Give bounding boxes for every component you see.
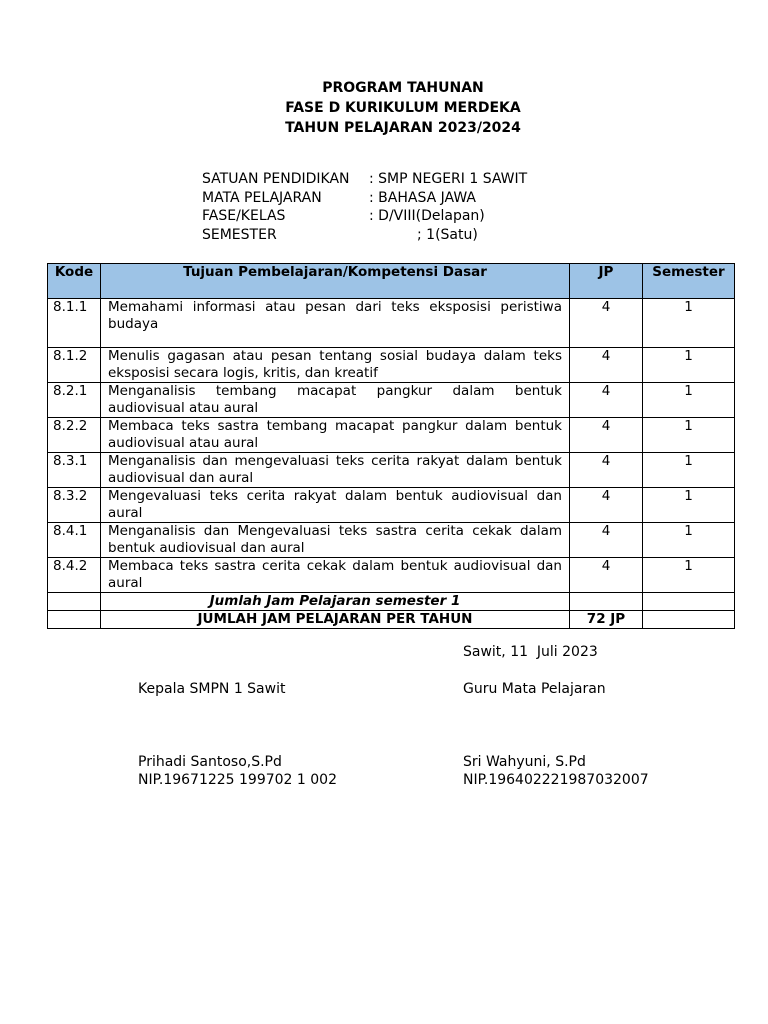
table-row xyxy=(48,558,735,593)
tujuan-cell: Membaca teks sastra tembang macapat pangkur dalam bentuk audiovisual atau aural xyxy=(101,418,570,453)
jp-cell: 4 xyxy=(570,453,643,488)
right-signatory-title: Guru Mata Pelajaran xyxy=(463,681,606,697)
tujuan-cell: Memahami informasi atau pesan dari teks eksposisi peristiwa budaya xyxy=(101,299,570,348)
left-signatory-title: Kepala SMPN 1 Sawit xyxy=(138,681,286,697)
header-semester: Semester xyxy=(643,264,735,299)
table-row xyxy=(48,453,735,488)
kode-cell: 8.4.2 xyxy=(48,558,101,593)
title-line-3: TAHUN PELAJARAN 2023/2024 xyxy=(285,120,521,136)
table-header-row xyxy=(48,264,735,299)
header-jp: JP xyxy=(570,264,643,299)
jp-cell: 4 xyxy=(570,558,643,593)
semester-cell: 1 xyxy=(643,418,735,453)
summary-row-semester xyxy=(48,593,735,611)
table-row xyxy=(48,348,735,383)
tujuan-cell: Menulis gagasan atau pesan tentang sosial budaya dalam teks eksposisi secara logis, kritis, dan kreatif xyxy=(101,348,570,383)
table-row xyxy=(48,418,735,453)
table-row xyxy=(48,299,735,348)
jp-cell: 4 xyxy=(570,523,643,558)
summary-year-jp: 72 JP xyxy=(570,611,643,629)
empty-cell xyxy=(48,611,101,629)
left-signatory-nip: NIP.19671225 199702 1 002 xyxy=(138,772,337,788)
info-value: ; 1(Satu) xyxy=(417,226,478,243)
info-label: SATUAN PENDIDIKAN xyxy=(202,171,350,187)
header-tujuan: Tujuan Pembelajaran/Kompetensi Dasar xyxy=(101,264,570,299)
summary-row-year xyxy=(48,611,735,629)
jp-cell: 4 xyxy=(570,418,643,453)
semester-cell: 1 xyxy=(643,488,735,523)
kode-cell: 8.3.2 xyxy=(48,488,101,523)
semester-cell: 1 xyxy=(643,383,735,418)
title-line-2: FASE D KURIKULUM MERDEKA xyxy=(285,100,521,116)
place-date: Sawit, 11 Juli 2023 xyxy=(463,644,598,660)
info-value: : SMP NEGERI 1 SAWIT xyxy=(369,171,528,187)
right-signatory-name: Sri Wahyuni, S.Pd xyxy=(463,754,586,770)
info-label: FASE/KELAS xyxy=(202,208,286,224)
title-line-1: PROGRAM TAHUNAN xyxy=(322,80,484,96)
kode-cell: 8.2.1 xyxy=(48,383,101,418)
semester-cell: 1 xyxy=(643,558,735,593)
summary-semester-label: Jumlah Jam Pelajaran semester 1 xyxy=(101,593,570,611)
jp-cell: 4 xyxy=(570,348,643,383)
jp-cell: 4 xyxy=(570,299,643,348)
info-label: MATA PELAJARAN xyxy=(202,189,322,206)
document-title xyxy=(0,78,768,138)
table-row xyxy=(48,383,735,418)
kode-cell: 8.3.1 xyxy=(48,453,101,488)
semester-cell: 1 xyxy=(643,299,735,348)
empty-cell xyxy=(48,593,101,611)
table-row xyxy=(48,488,735,523)
left-signatory-name: Prihadi Santoso,S.Pd xyxy=(138,754,282,770)
semester-cell: 1 xyxy=(643,348,735,383)
semester-cell: 1 xyxy=(643,523,735,558)
jp-cell: 4 xyxy=(570,488,643,523)
empty-cell xyxy=(643,611,735,629)
semester-cell: 1 xyxy=(643,453,735,488)
summary-year-label: JUMLAH JAM PELAJARAN PER TAHUN xyxy=(101,611,570,629)
jp-cell: 4 xyxy=(570,383,643,418)
tujuan-cell: Mengevaluasi teks cerita rakyat dalam bentuk audiovisual dan aural xyxy=(101,488,570,523)
empty-cell xyxy=(643,593,735,611)
tujuan-cell: Menganalisis dan mengevaluasi teks cerita rakyat dalam bentuk audiovisual dan aural xyxy=(101,453,570,488)
kode-cell: 8.4.1 xyxy=(48,523,101,558)
kode-cell: 8.2.2 xyxy=(48,418,101,453)
summary-semester-jp xyxy=(570,593,643,611)
header-kode: Kode xyxy=(48,264,101,299)
tujuan-cell: Menganalisis dan Mengevaluasi teks sastra cerita cekak dalam bentuk audiovisual dan aural xyxy=(101,523,570,558)
info-value: : BAHASA JAWA xyxy=(369,189,476,206)
table-row xyxy=(48,523,735,558)
learning-objectives-table xyxy=(47,263,735,629)
info-label: SEMESTER xyxy=(202,226,277,243)
right-signatory-nip: NIP.196402221987032007 xyxy=(463,772,649,788)
kode-cell: 8.1.1 xyxy=(48,299,101,348)
info-value: : D/VIII(Delapan) xyxy=(369,208,485,224)
tujuan-cell: Membaca teks sastra cerita cekak dalam bentuk audiovisual dan aural xyxy=(101,558,570,593)
tujuan-cell: Menganalisis tembang macapat pangkur dalam bentuk audiovisual atau aural xyxy=(101,383,570,418)
kode-cell: 8.1.2 xyxy=(48,348,101,383)
